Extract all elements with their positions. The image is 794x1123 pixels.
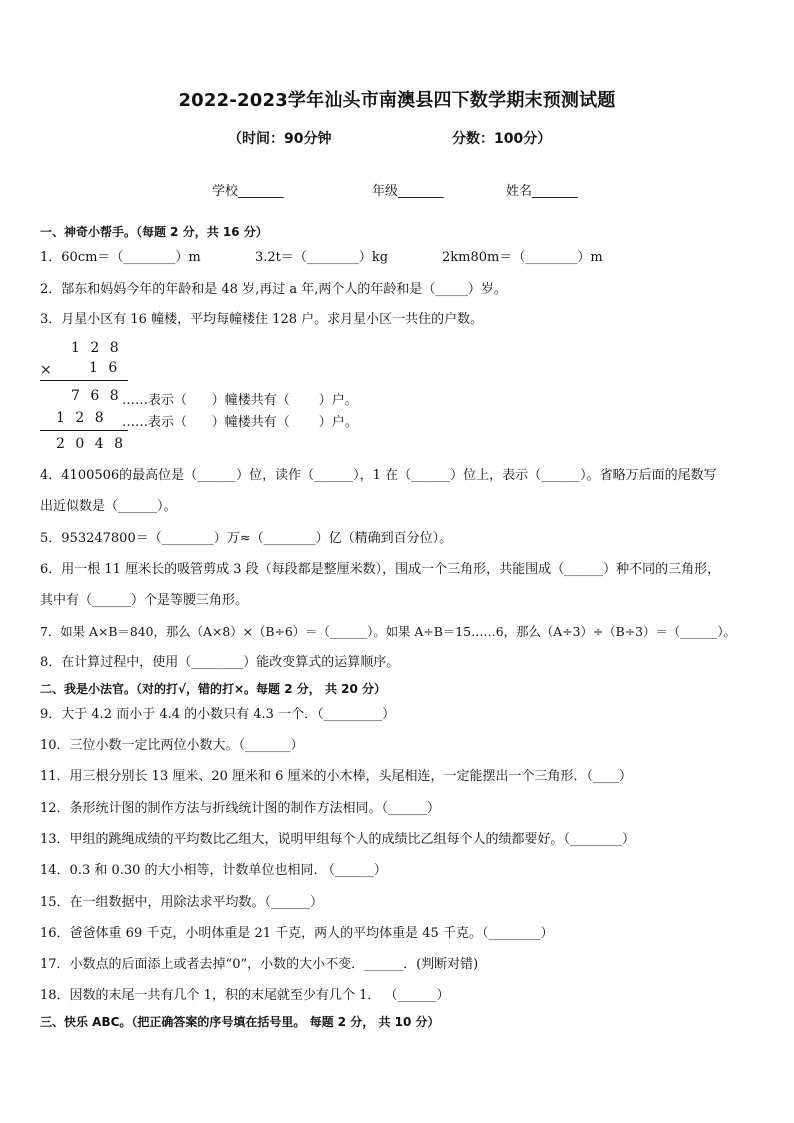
multiplicand: 1 2 8 <box>71 340 122 356</box>
exam-time: （时间：90分钟 <box>228 131 332 147</box>
question-1c: 2km80m＝（________）m <box>442 250 603 265</box>
name-field: 姓名_______ <box>506 184 578 199</box>
section-3-heading: 三、快乐 ABC。（把正确答案的序号填在括号里。 每题 2 分， 共 10 分） <box>40 1015 440 1029</box>
question-5: 5．953247800＝（________）万≈（________）亿（精确到百分位）。 <box>40 531 453 546</box>
question-14: 14．0.3 和 0.30 的大小相等，计数单位也相同. （______） <box>40 863 387 878</box>
question-8: 8．在计算过程中，使用（________）能改变算式的运算顺序。 <box>40 655 400 670</box>
question-15: 15．在一组数据中，用除法求平均数。（______） <box>40 895 324 910</box>
grade-field: 年级_______ <box>372 184 444 199</box>
rule-line <box>40 430 128 431</box>
question-1 <box>40 249 740 267</box>
multiplier: 1 6 <box>89 360 121 376</box>
section-2-heading: 二、我是小法官。（对的打√，错的打×。每题 2 分， 共 20 分） <box>40 682 386 696</box>
vertical-multiplication <box>40 340 440 460</box>
partial-product-1: 7 6 8 <box>71 388 122 404</box>
question-17: 17．小数点的后面添上或者去掉“0”，小数的大小不变．______．(判断对错) <box>40 957 479 972</box>
partial-product-1-note: ……表示（ ）幢楼共有（ ）户。 <box>122 393 358 408</box>
section-1-heading: 一、神奇小帮手。（每题 2 分，共 16 分） <box>40 225 268 239</box>
product-result: 2 0 4 8 <box>56 436 126 452</box>
school-field: 学校_______ <box>212 184 284 199</box>
question-10: 10．三位小数一定比两位小数大。（_______） <box>40 738 304 753</box>
question-4: 4．4100506的最高位是（______）位，读作（______），1 在（______）位上，表示（______）。省略万后面的尾数写 <box>40 468 717 483</box>
page-title: 2022-2023学年汕头市南澳县四下数学期末预测试题 <box>178 90 616 111</box>
question-7: 7．如果 A×B＝840，那么（A×8）×（B÷6）＝（______）。如果 A÷B＝15……6，那么（A÷3）÷（B÷3）＝（______）。 <box>40 624 736 639</box>
question-13: 13．甲组的跳绳成绩的平均数比乙组大，说明甲组每个人的成绩比乙组每个人的绩都要好。（________） <box>40 832 636 847</box>
question-6-cont: 其中有（______）个是等腰三角形。 <box>40 593 249 608</box>
question-3: 3．月星小区有 16 幢楼，平均每幢楼住 128 户。求月星小区一共住的户数。 <box>40 312 484 327</box>
question-9: 9．大于 4.2 而小于 4.4 的小数只有 4.3 一个．（_________） <box>40 707 396 722</box>
question-1b: 3.2t＝（________）kg <box>255 250 389 265</box>
times-sign: × <box>40 362 55 378</box>
rule-line <box>40 380 128 381</box>
question-18: 18．因数的末尾一共有几个 1，积的末尾就至少有几个 1． （______） <box>40 988 450 1003</box>
question-1a: 1．60cm＝（________）m <box>40 250 201 265</box>
question-11: 11．用三根分别长 13 厘米、20 厘米和 6 厘米的小木棒，头尾相连，一定能摆出一个三角形．（____） <box>40 769 633 784</box>
question-2: 2．郜东和妈妈今年的年龄和是 48 岁,再过 a 年,两个人的年龄和是（_____）岁。 <box>40 282 507 297</box>
question-16: 16．爸爸体重 69 千克，小明体重是 21 千克，两人的平均体重是 45 千克。（________） <box>40 926 554 941</box>
question-4-cont: 出近似数是（______）。 <box>40 499 177 514</box>
exam-score: 分数：100分） <box>452 131 552 147</box>
partial-product-2-note: ……表示（ ）幢楼共有（ ）户。 <box>122 415 358 430</box>
question-12: 12．条形统计图的制作方法与折线统计图的制作方法相同。（______） <box>40 801 441 816</box>
partial-product-2: 1 2 8 <box>56 410 107 426</box>
question-6: 6．用一根 11 厘米长的吸管剪成 3 段（每段都是整厘米数），围成一个三角形，共能围成（______）种不同的三角形， <box>40 562 721 577</box>
